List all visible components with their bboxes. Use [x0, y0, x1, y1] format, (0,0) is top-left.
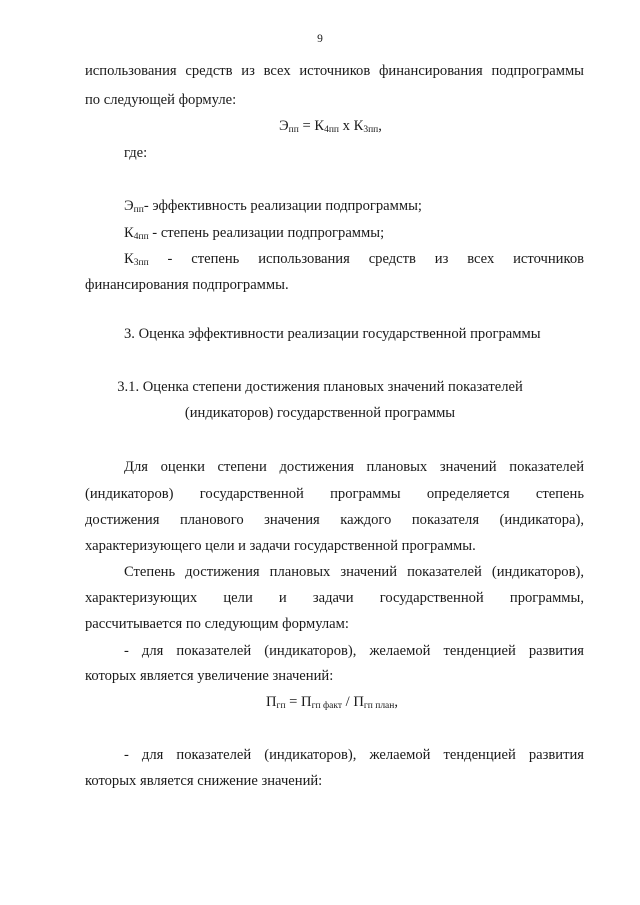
formula-part: , [394, 694, 399, 710]
definition-line: финансирования подпрограммы. [85, 277, 289, 293]
formula-subscript: гп [276, 701, 286, 711]
definition-subscript: пп [133, 205, 144, 215]
subsection-heading: 3.1. Оценка степени достижения плановых значений показателей [117, 379, 523, 395]
definition-word: - [167, 251, 173, 267]
bullet-line: которых является увеличение значений: [85, 668, 334, 684]
paragraph-line: использования средств из всех источников финансирования подпрограммы [85, 63, 584, 79]
definition-word: степень [191, 251, 240, 267]
where-label: где: [124, 145, 148, 161]
formula-efficiency [279, 116, 382, 136]
page-number: 9 [317, 33, 323, 45]
definition-word: средств [368, 251, 416, 267]
paragraph-line: достижения планового значения каждого показателя (индикатора), [85, 512, 584, 528]
definition-symbol: Э [124, 198, 134, 214]
formula-part: Э [279, 118, 289, 134]
paragraph-line: по следующей формуле: [85, 92, 237, 108]
definition-subscript: 4пп [133, 232, 149, 242]
definition-word: всех [467, 251, 495, 267]
definition-word: использования [258, 251, 350, 267]
bullet-line: - для показателей (индикаторов), желаемой тенденцией развития [124, 643, 584, 659]
definition-word: из [434, 251, 449, 267]
formula-part: = К [298, 118, 325, 134]
definition-symbol: К [124, 251, 134, 267]
definition-text: - степень реализации подпрограммы; [148, 225, 385, 241]
bullet-line: которых является снижение значений: [85, 773, 323, 789]
formula-part: , [378, 118, 382, 134]
definition-symbol-group [124, 251, 149, 267]
formula-subscript: 3пп [363, 125, 379, 135]
formula-part: = П [285, 694, 312, 710]
definition-symbol: К [124, 225, 134, 241]
bullet-line: - для показателей (индикаторов), желаемой тенденцией развития [124, 747, 584, 763]
paragraph-line: рассчитывается по следующим формулам: [85, 616, 349, 632]
section-heading: 3. Оценка эффективности реализации государственной программы [124, 326, 541, 342]
definition-line [124, 196, 422, 216]
definition-word: источников [513, 251, 585, 267]
definition-subscript: 3пп [133, 258, 149, 268]
formula-subscript: 4пп [324, 125, 339, 135]
definition-text: - эффективность реализации подпрограммы; [143, 198, 422, 214]
formula-subscript: гп факт [311, 701, 342, 711]
paragraph-line: характеризующего цели и задачи государственной программы. [85, 538, 476, 554]
paragraph-line: Для оценки степени достижения плановых значений показателей [124, 459, 584, 475]
definition-line [124, 223, 384, 243]
paragraph-line: характеризующих цели и задачи государственной программы, [85, 590, 584, 606]
paragraph-line: Степень достижения плановых значений показателей (индикаторов), [124, 564, 584, 580]
formula-part: x К [339, 118, 364, 134]
formula-part: / П [341, 694, 364, 710]
definition-line [124, 249, 584, 269]
formula-subscript: гп план [363, 701, 395, 711]
subsection-heading: (индикаторов) государственной программы [184, 405, 456, 421]
formula-subscript: пп [288, 125, 299, 135]
formula-indicator-increase [266, 692, 398, 712]
formula-part: П [266, 694, 277, 710]
paragraph-line: (индикаторов) государственной программы определяется степень [85, 486, 584, 502]
